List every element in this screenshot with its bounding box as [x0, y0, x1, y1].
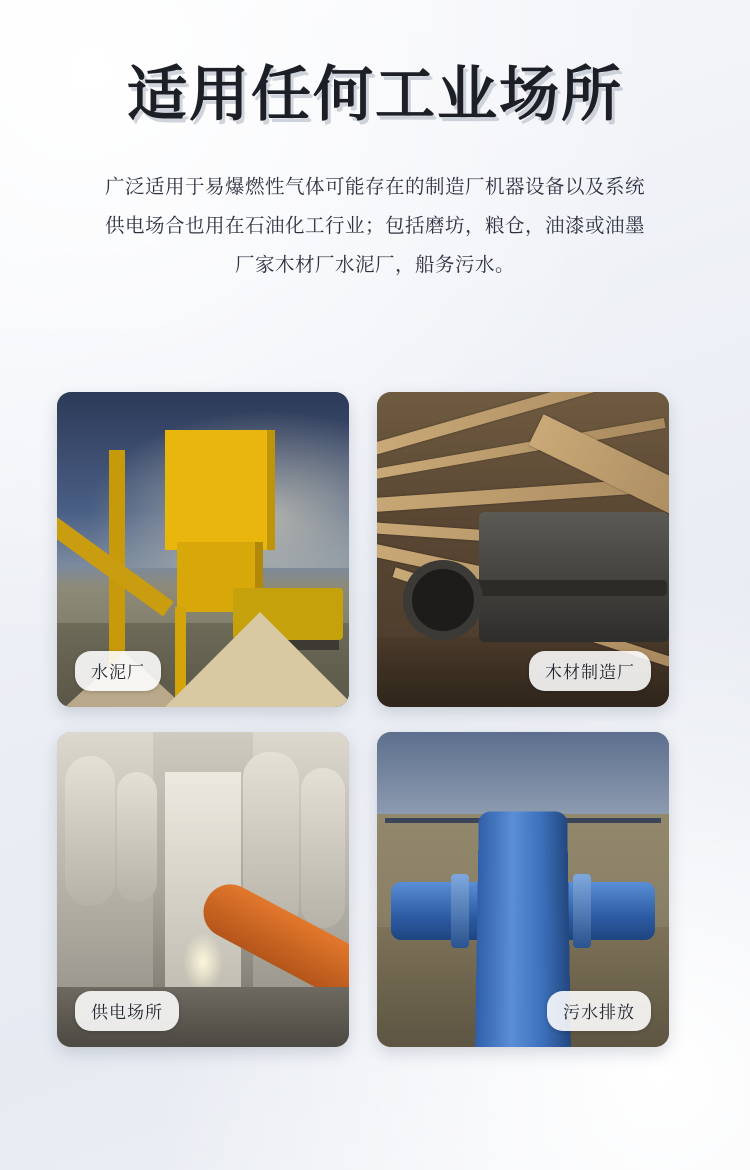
description-block: [105, 168, 645, 285]
gallery-caption: 木材制造厂: [529, 651, 651, 691]
page-title: 适用任何工业场所: [127, 60, 623, 130]
description-text: 广泛适用于易爆燃性气体可能存在的制造厂机器设备以及系统供电场合也用在石油化工行业；包括磨坊，粮仓，油漆或油墨厂家木材厂水泥厂，船务污水。: [105, 176, 646, 276]
gallery-card-timber-factory: [377, 392, 669, 707]
gallery-card-power-supply-facility: [57, 732, 349, 1047]
gallery-card-cement-plant: [57, 392, 349, 707]
image-gallery: [57, 392, 693, 1047]
gallery-caption: 供电场所: [75, 991, 179, 1031]
gallery-caption: 水泥厂: [75, 651, 161, 691]
gallery-caption: 污水排放: [547, 991, 651, 1031]
heading-section: [0, 0, 750, 128]
gallery-card-sewage-discharge: [377, 732, 669, 1047]
